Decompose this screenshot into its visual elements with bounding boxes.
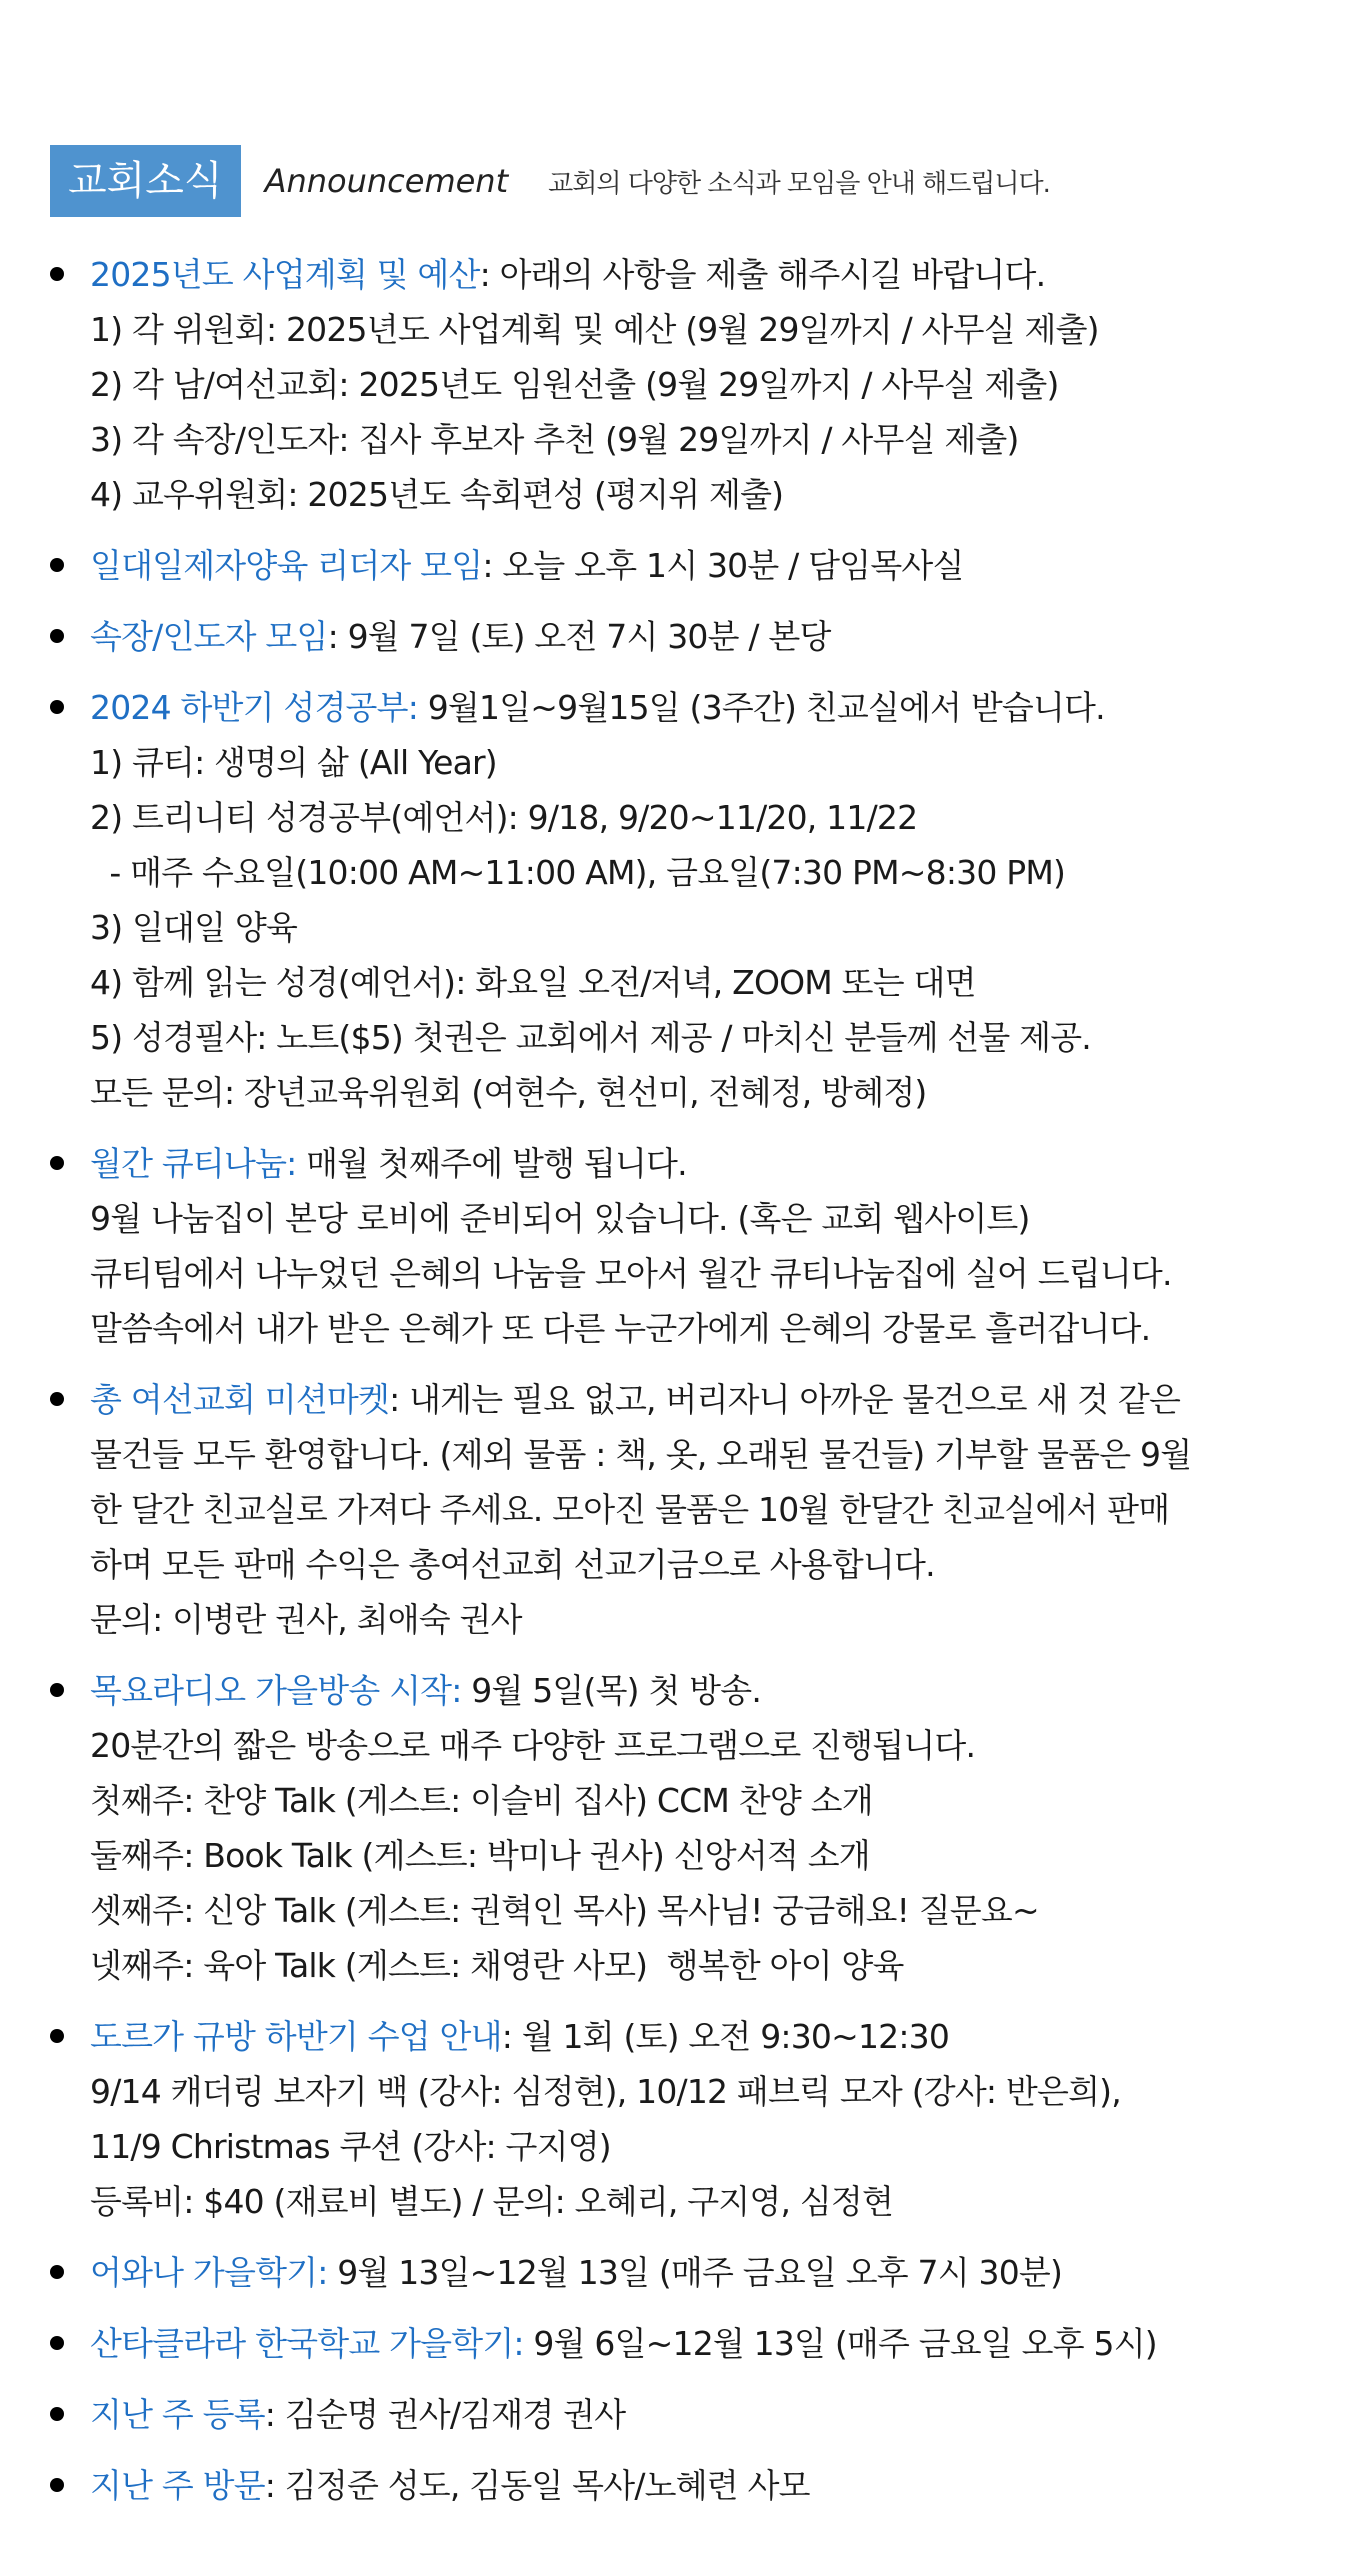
subtitle-korean: 교회의 다양한 소식과 모임을 안내 해드립니다.: [548, 168, 1050, 199]
announcement-item: [50, 1372, 1310, 1647]
announcement-text: : 김정준 성도, 김동일 목사/노혜련 사모: [264, 2466, 810, 2505]
announcement-detail-line: 1) 각 위원회: 2025년도 사업계획 및 예산 (9월 29일까지 / 사무실 제출): [90, 310, 1099, 349]
announcement-item: [50, 2245, 1310, 2300]
announcement-headline: [90, 2458, 1310, 2513]
announcement-detail-line: 20분간의 짧은 방송으로 매주 다양한 프로그램으로 진행됩니다.: [90, 1726, 976, 1765]
announcement-title: 도르가 규방 하반기 수업 안내: [90, 2017, 502, 2056]
bullet-icon: [50, 2478, 64, 2492]
announcement-detail-line: 문의: 이병란 권사, 최애숙 권사: [90, 1600, 522, 1639]
announcement-text: 9월 13일~12월 13일 (매주 금요일 오후 7시 30분): [327, 2253, 1063, 2292]
announcement-detail-line: 9월 나눔집이 본당 로비에 준비되어 있습니다. (혹은 교회 웹사이트): [90, 1199, 1030, 1238]
announcement-detail-line: 둘째주: Book Talk (게스트: 박미나 권사) 신앙서적 소개: [90, 1836, 870, 1875]
bullet-icon: [50, 1683, 64, 1697]
announcement-headline: [90, 247, 1310, 302]
announcement-item: [50, 2009, 1310, 2229]
announcement-text: 9월1일~9월15일 (3주간) 친교실에서 받습니다.: [418, 688, 1105, 727]
announcement-detail-line: 넷째주: 육아 Talk (게스트: 채영란 사모) 행복한 아이 양육: [90, 1946, 904, 1985]
announcement-title: 목요라디오 가을방송 시작:: [90, 1671, 462, 1710]
bullet-icon: [50, 1392, 64, 1406]
announcement-headline: [90, 538, 1310, 593]
bullet-icon: [50, 629, 64, 643]
announcement-title: 총 여선교회 미션마켓: [90, 1380, 390, 1419]
announcement-detail-line: - 매주 수요일(10:00 AM~11:00 AM), 금요일(7:30 PM~8:30 PM): [90, 853, 1066, 892]
announcement-list: [50, 247, 1310, 2513]
announcement-text: : 김순명 권사/김재경 권사: [264, 2395, 626, 2434]
announcement-detail-line: 한 달간 친교실로 가져다 주세요. 모아진 물품은 10월 한달간 친교실에서 판매: [90, 1490, 1170, 1529]
announcement-title: 2024 하반기 성경공부:: [90, 688, 419, 727]
bullet-icon: [50, 2265, 64, 2279]
announcement-text: : 오늘 오후 1시 30분 / 담임목사실: [482, 546, 964, 585]
announcement-item: [50, 1663, 1310, 1993]
announcement-title: 2025년도 사업계획 및 예산: [90, 255, 480, 294]
announcement-item: [50, 1136, 1310, 1356]
announcement-detail-line: 5) 성경필사: 노트($5) 첫권은 교회에서 제공 / 마치신 분들께 선물 제공.: [90, 1018, 1091, 1057]
announcement-item: [50, 538, 1310, 593]
announcement-item: [50, 680, 1310, 1120]
announcement-headline: [90, 609, 1310, 664]
announcement-detail-line: 4) 교우위원회: 2025년도 속회편성 (평지위 제출): [90, 475, 784, 514]
announcement-text: : 아래의 사항을 제출 해주시길 바랍니다.: [479, 255, 1046, 294]
announcement-item: [50, 2387, 1310, 2442]
announcement-detail-line: 1) 큐티: 생명의 삶 (All Year): [90, 743, 497, 782]
announcement-detail-line: 2) 각 남/여선교회: 2025년도 임원선출 (9월 29일까지 / 사무실 제출): [90, 365, 1059, 404]
announcement-title: 지난 주 등록: [90, 2395, 265, 2434]
bullet-icon: [50, 2029, 64, 2043]
bullet-icon: [50, 558, 64, 572]
announcement-detail-line: 2) 트리니티 성경공부(예언서): 9/18, 9/20~11/20, 11/22: [90, 798, 918, 837]
announcement-detail-line: 물건들 모두 환영합니다. (제외 물품 : 책, 옷, 오래된 물건들) 기부할 물품은 9월: [90, 1435, 1192, 1474]
announcement-headline: [90, 680, 1310, 735]
announcement-detail-line: 하며 모든 판매 수익은 총여선교회 선교기금으로 사용합니다.: [90, 1545, 935, 1584]
announcement-title: 지난 주 방문: [90, 2466, 265, 2505]
announcement-detail-line: 말씀속에서 내가 받은 은혜가 또 다른 누군가에게 은혜의 강물로 흘러갑니다.: [90, 1309, 1151, 1348]
announcement-headline: [90, 1372, 1310, 1427]
announcement-title: 어와나 가을학기:: [90, 2253, 328, 2292]
announcement-item: [50, 609, 1310, 664]
announcement-detail-line: 11/9 Christmas 쿠션 (강사: 구지영): [90, 2127, 611, 2166]
announcement-detail-line: 모든 문의: 장년교육위원회 (여현수, 현선미, 전혜정, 방혜정): [90, 1073, 927, 1112]
announcement-detail-line: 3) 각 속장/인도자: 집사 후보자 추천 (9월 29일까지 / 사무실 제출): [90, 420, 1019, 459]
announcement-headline: [90, 1663, 1310, 1718]
announcement-text: : 내게는 필요 없고, 버리자니 아까운 물건으로 새 것 같은: [389, 1380, 1181, 1419]
announcement-text: : 9월 7일 (토) 오전 7시 30분 / 본당: [327, 617, 831, 656]
announcement-headline: [90, 2009, 1310, 2064]
header: [50, 145, 1310, 217]
page-title: 교회소식: [50, 145, 241, 217]
announcement-detail-line: 9/14 캐더링 보자기 백 (강사: 심정현), 10/12 패브릭 모자 (강사: 반은희),: [90, 2072, 1121, 2111]
announcement-headline: [90, 2245, 1310, 2300]
announcement-item: [50, 2316, 1310, 2371]
announcement-detail-line: 3) 일대일 양육: [90, 908, 298, 947]
bullet-icon: [50, 700, 64, 714]
announcement-detail-line: 4) 함께 읽는 성경(예언서): 화요일 오전/저녁, ZOOM 또는 대면: [90, 963, 976, 1002]
announcement-item: [50, 247, 1310, 522]
announcement-headline: [90, 2316, 1310, 2371]
announcement-title: 산타클라라 한국학교 가을학기:: [90, 2324, 524, 2363]
announcement-title: 월간 큐티나눔:: [90, 1144, 297, 1183]
announcement-headline: [90, 1136, 1310, 1191]
announcement-text: 9월 5일(목) 첫 방송.: [461, 1671, 762, 1710]
announcement-detail-line: 첫째주: 찬양 Talk (게스트: 이슬비 집사) CCM 찬양 소개: [90, 1781, 873, 1820]
announcement-detail-line: 큐티팀에서 나누었던 은혜의 나눔을 모아서 월간 큐티나눔집에 실어 드립니다.: [90, 1254, 1172, 1293]
announcement-text: : 월 1회 (토) 오전 9:30~12:30: [501, 2017, 950, 2056]
announcement-detail-line: 셋째주: 신앙 Talk (게스트: 권혁인 목사) 목사님! 궁금해요! 질문요~: [90, 1891, 1039, 1930]
bullet-icon: [50, 2407, 64, 2421]
announcement-text: 매월 첫째주에 발행 됩니다.: [296, 1144, 687, 1183]
bullet-icon: [50, 267, 64, 281]
announcement-item: [50, 2458, 1310, 2513]
bullet-icon: [50, 1156, 64, 1170]
announcement-title: 속장/인도자 모임: [90, 617, 328, 656]
announcement-title: 일대일제자양육 리더자 모임: [90, 546, 483, 585]
bullet-icon: [50, 2336, 64, 2350]
announcement-headline: [90, 2387, 1310, 2442]
announcement-text: 9월 6일~12월 13일 (매주 금요일 오후 5시): [523, 2324, 1157, 2363]
subtitle-english: Announcement: [264, 162, 509, 200]
announcement-detail-line: 등록비: $40 (재료비 별도) / 문의: 오혜리, 구지영, 심정현: [90, 2182, 894, 2221]
